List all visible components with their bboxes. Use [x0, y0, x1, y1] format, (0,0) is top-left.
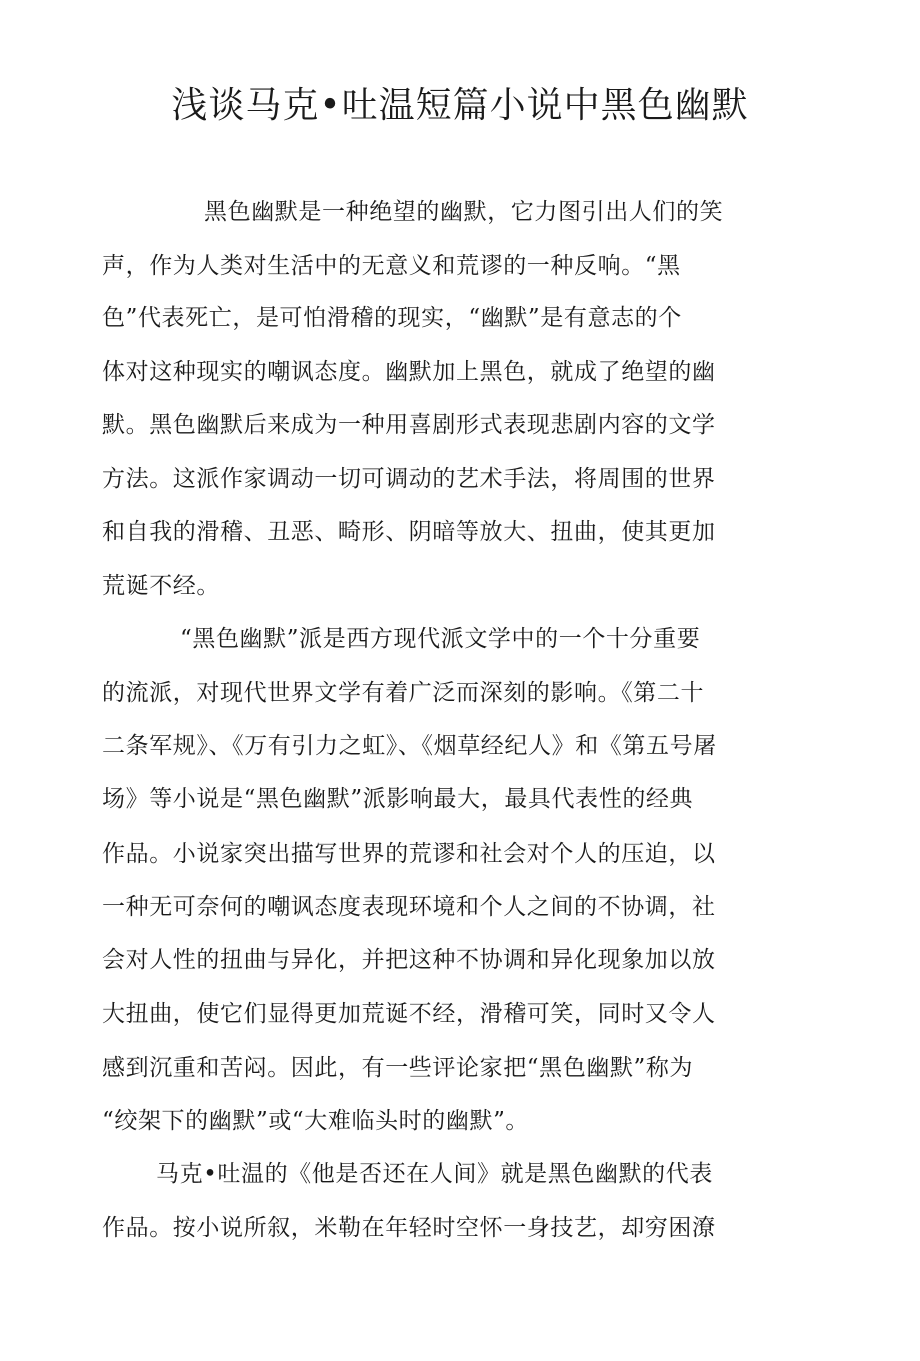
paragraph-line: 体对这种现实的嘲讽态度。幽默加上黑色，就成了绝望的幽: [102, 359, 716, 385]
paragraph-line: 声，作为人类对生活中的无意义和荒谬的一种反响。“黑: [102, 253, 681, 279]
paragraph-line: 一种无可奈何的嘲讽态度表现环境和个人之间的不协调，社: [102, 894, 716, 920]
paragraph-line: 色”代表死亡，是可怕滑稽的现实，“幽默”是有意志的个: [102, 305, 682, 331]
paragraph-line: 作品。小说家突出描写世界的荒谬和社会对个人的压迫，以: [102, 841, 716, 867]
paragraph-line: 感到沉重和苦闷。因此，有一些评论家把“黑色幽默”称为: [102, 1055, 694, 1081]
paragraph-line: 方法。这派作家调动一切可调动的艺术手法，将周围的世界: [102, 466, 716, 492]
paragraph-line: 大扭曲，使它们显得更加荒诞不经，滑稽可笑，同时又令人: [102, 1001, 716, 1027]
paragraph-line: 默。黑色幽默后来成为一种用喜剧形式表现悲剧内容的文学: [102, 412, 716, 438]
paragraph-line: 黑色幽默是一种绝望的幽默，它力图引出人们的笑: [204, 199, 724, 225]
document-title: 浅谈马克•吐温短篇小说中黑色幽默: [171, 85, 749, 126]
paragraph-line: “黑色幽默”派是西方现代派文学中的一个十分重要: [180, 626, 701, 652]
paragraph-line: 马克•吐温的《他是否还在人间》就是黑色幽默的代表: [156, 1161, 713, 1187]
paragraph-line: 二条军规》、《万有引力之虹》、《烟草经纪人》和《第五号屠: [102, 733, 717, 759]
paragraph-line: 和自我的滑稽、丑恶、畸形、阴暗等放大、扭曲，使其更加: [102, 519, 716, 545]
paragraph-line: 场》等小说是“黑色幽默”派影响最大，最具代表性的经典: [102, 786, 694, 812]
paragraph-line: “绞架下的幽默”或“大难临头时的幽默”。: [102, 1108, 530, 1134]
paragraph-line: 荒诞不经。: [102, 573, 220, 599]
paragraph-line: 作品。按小说所叙，米勒在年轻时空怀一身技艺，却穷困潦: [102, 1215, 716, 1241]
paragraph-line: 会对人性的扭曲与异化，并把这种不协调和异化现象加以放: [102, 947, 716, 973]
paragraph-line: 的流派，对现代世界文学有着广泛而深刻的影响。《第二十: [102, 680, 705, 706]
